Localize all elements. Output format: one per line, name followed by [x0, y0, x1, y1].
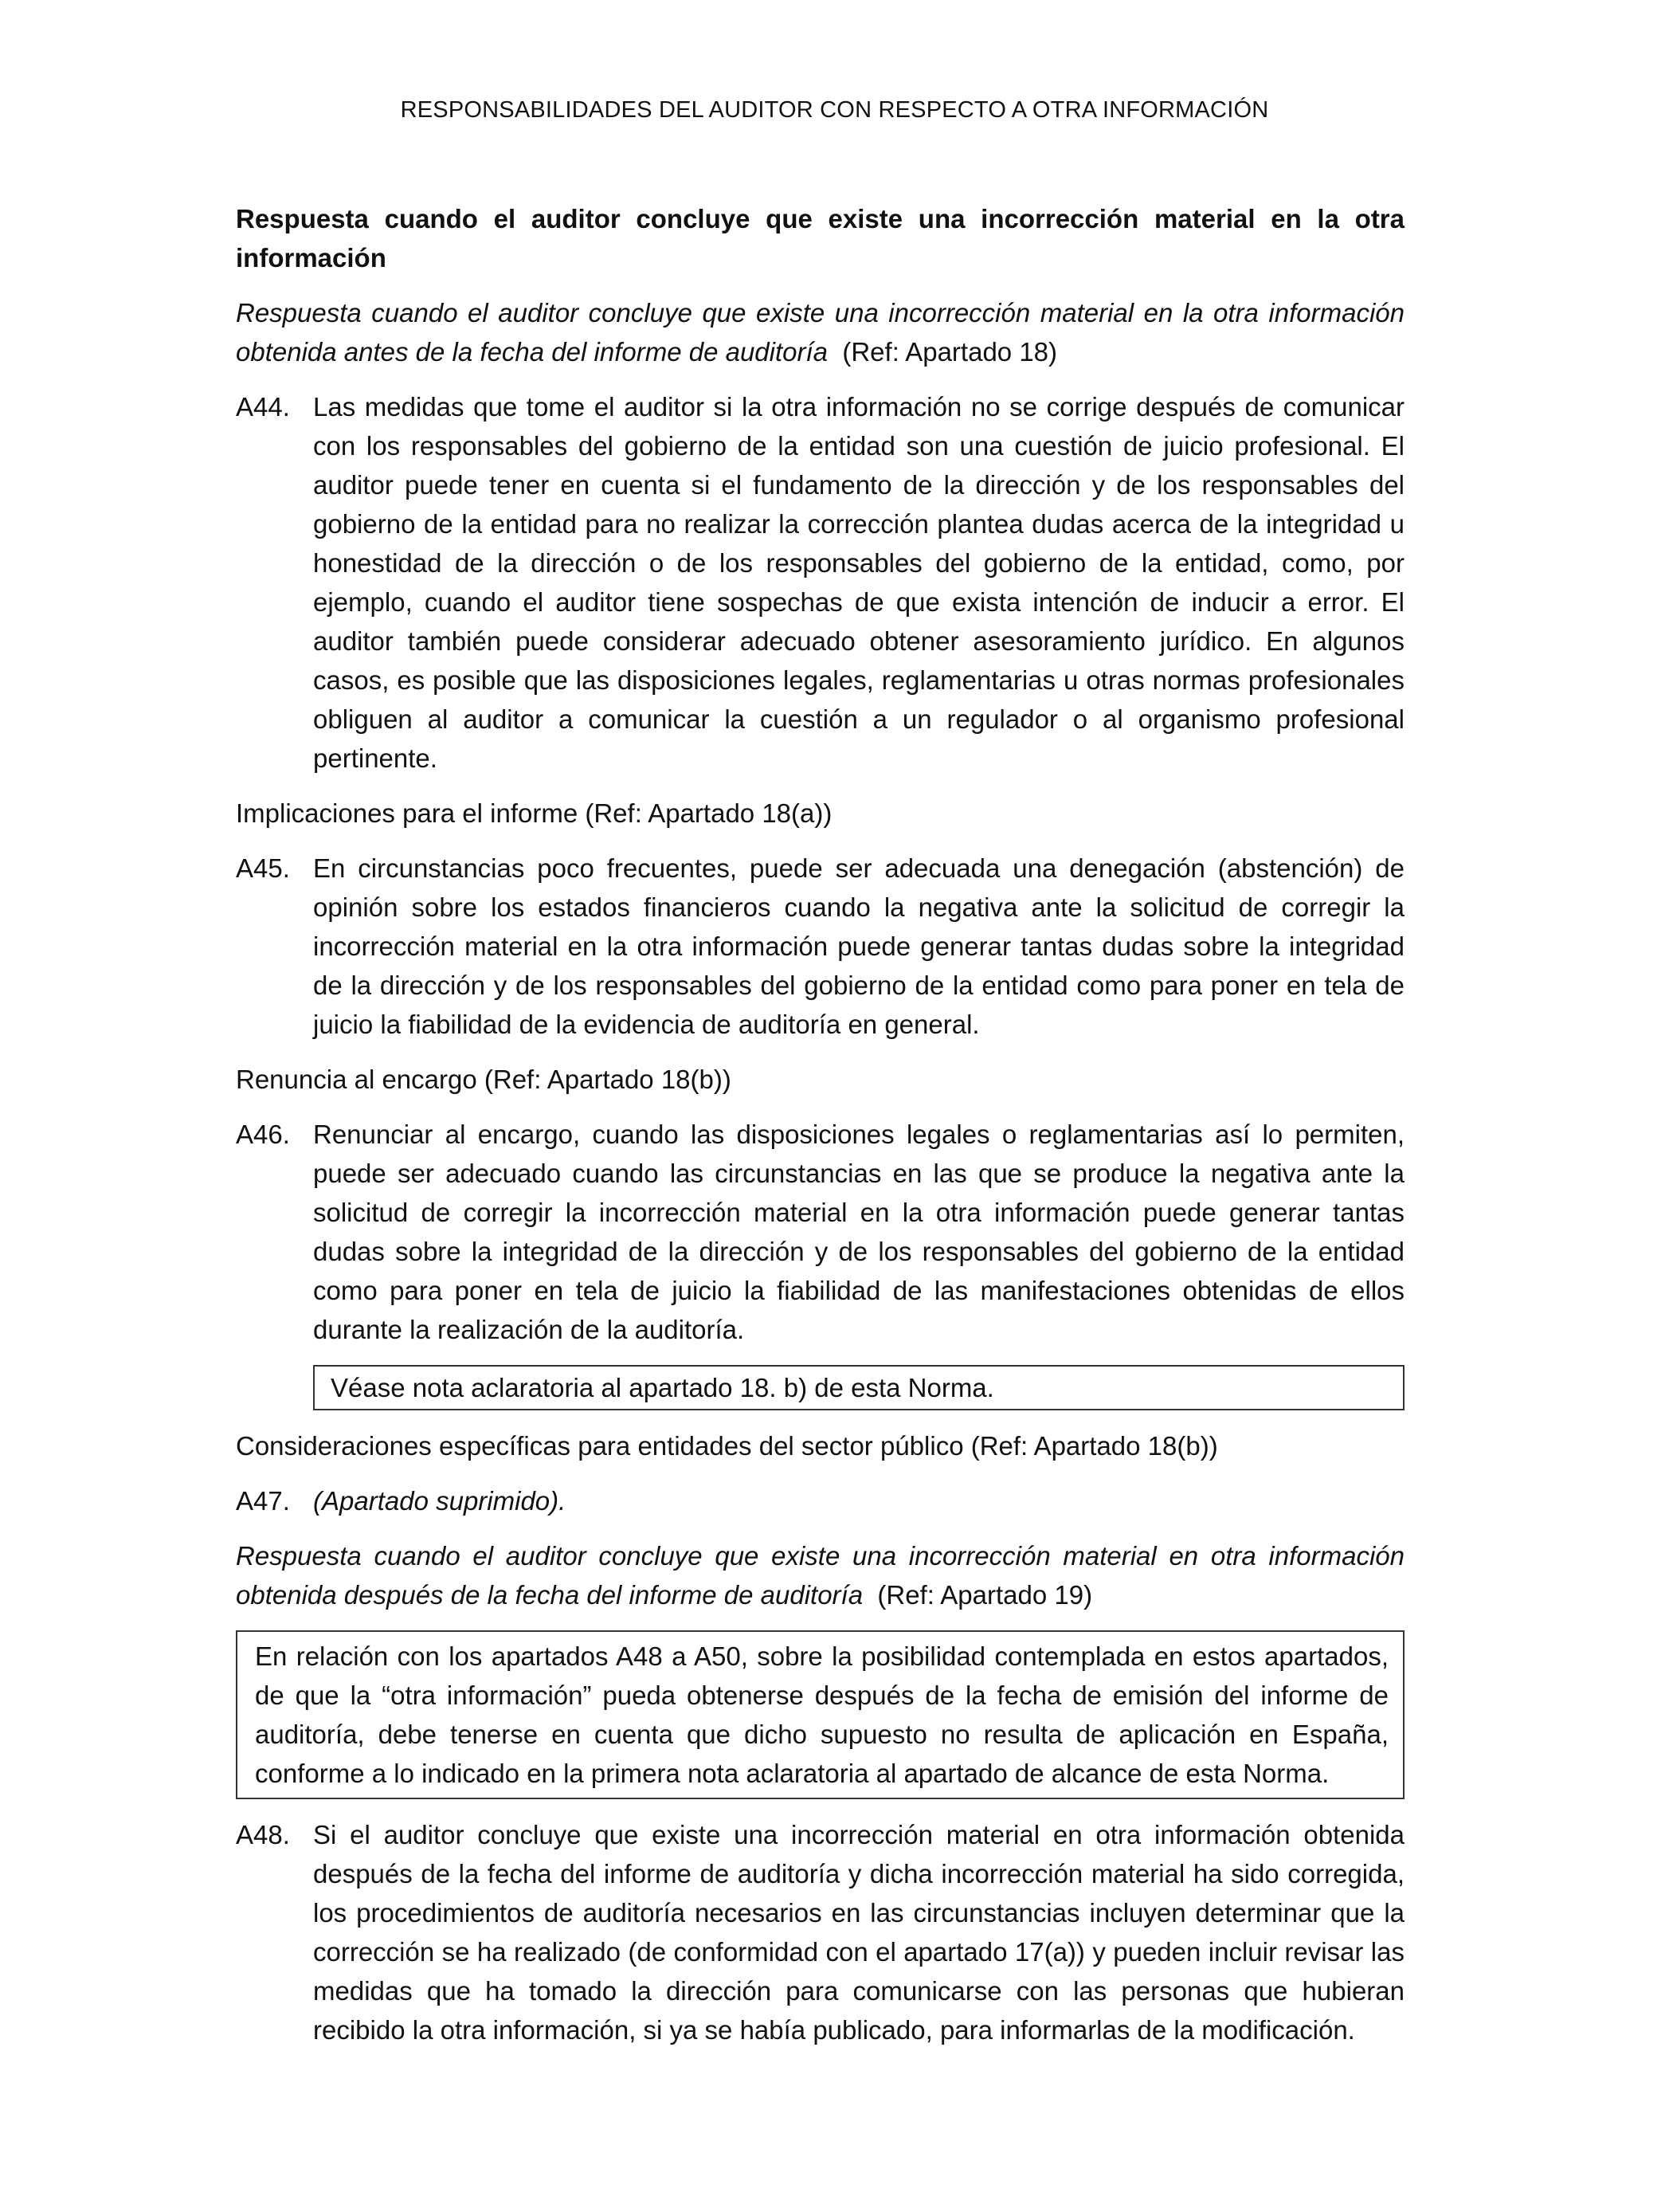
paragraph-number: A45. — [236, 853, 290, 883]
implicaciones-heading: Implicaciones para el informe (Ref: Apartado 18(a)) — [236, 798, 833, 828]
renuncia-heading: Renuncia al encargo (Ref: Apartado 18(b)) — [236, 1065, 731, 1094]
subheading-italic: Respuesta cuando el auditor concluye que existe una incorrección material en otra información obtenida después de la fecha del informe de auditoría — [236, 1541, 1405, 1610]
paragraph-number: A47. — [236, 1486, 290, 1516]
subheading-ref: (Ref: Apartado 18) — [842, 337, 1058, 367]
clarifying-note-box: Véase nota aclaratoria al apartado 18. b) de esta Norma. — [313, 1365, 1405, 1410]
clarifying-note-box-wide: En relación con los apartados A48 a A50, sobre la posibilidad contemplada en estos apartados, de que la “otra información” pueda obtenerse después de la fecha de emisión del informe de auditoría, debe tenerse en cuenta que dicho supuesto no resulta de aplicación en España, conforme a lo indicado en la primera nota aclaratoria al apartado de alcance de esta Norma. — [236, 1630, 1405, 1799]
paragraph-text: Si el auditor concluye que existe una incorrección material en otra información obtenida después de la fecha del informe de auditoría y dicha incorrección material ha sido corregida, los procedimientos de auditoría necesarios en las circunstancias incluyen determinar que la corrección se ha realizado (de conformidad con el apartado 17(a)) y pueden incluir revisar las medidas que ha tomado la dirección para comunicarse con las personas que hubieran recibido la otra información, si ya se había publicado, para informarlas de la modificación. — [313, 1820, 1405, 2045]
paragraph-a48 — [236, 1815, 1405, 2049]
sector-publico-heading: Consideraciones específicas para entidades del sector público (Ref: Apartado 18(b)) — [236, 1431, 1218, 1461]
paragraph-number: A48. — [236, 1820, 290, 1849]
page-header: RESPONSABILIDADES DEL AUDITOR CON RESPECTO A OTRA INFORMACIÓN — [400, 97, 1269, 123]
paragraph-text: Renunciar al encargo, cuando las disposiciones legales o reglamentarias así lo permiten, puede ser adecuado cuando las circunstancias en las que se produce la negativa ante la solicitud de corregir la incorrección material en la otra información puede generar tantas dudas sobre la integridad de la dirección y de los responsables del gobierno de la entidad como para poner en tela de juicio la fiabilidad de las manifestaciones obtenidas de ellos durante la realización de la auditoría. — [313, 1120, 1405, 1344]
paragraph-a46 — [236, 1115, 1405, 1349]
section-heading: Respuesta cuando el auditor concluye que existe una incorrección material en la otra información — [236, 204, 1405, 273]
paragraph-text: (Apartado suprimido). — [313, 1486, 566, 1516]
document-body — [236, 199, 1405, 2065]
paragraph-number: A46. — [236, 1120, 290, 1149]
paragraph-text: En circunstancias poco frecuentes, puede ser adecuada una denegación (abstención) de opinión sobre los estados financieros cuando la negativa ante la solicitud de corregir la incorrección material en la otra información puede generar tantas dudas sobre la integridad de la dirección y de los responsables del gobierno de la entidad como para poner en tela de juicio la fiabilidad de la evidencia de auditoría en general. — [313, 853, 1405, 1039]
paragraph-text: Las medidas que tome el auditor si la otra información no se corrige después de comunicar con los responsables del gobierno de la entidad son una cuestión de juicio profesional. El auditor puede tener en cuenta si el fundamento de la dirección y de los responsables del gobierno de la entidad para no realizar la corrección plantea dudas acerca de la integridad u honestidad de la dirección o de los responsables del gobierno de la entidad, como, por ejemplo, cuando el auditor tiene sospechas de que exista intención de inducir a error. El auditor también puede considerar adecuado obtener asesoramiento jurídico. En algunos casos, es posible que las disposiciones legales, reglamentarias u otras normas profesionales obliguen al auditor a comunicar la cuestión a un regulador o al organismo profesional pertinente. — [313, 392, 1405, 773]
paragraph-a45 — [236, 849, 1405, 1044]
section2-subheading — [236, 1536, 1405, 1614]
paragraph-a44 — [236, 387, 1405, 778]
subheading-italic: Respuesta cuando el auditor concluye que existe una incorrección material en la otra información obtenida antes de la fecha del informe de auditoría — [236, 298, 1405, 367]
paragraph-number: A44. — [236, 392, 290, 422]
paragraph-a47 — [236, 1481, 1405, 1520]
subheading-ref: (Ref: Apartado 19) — [877, 1580, 1093, 1610]
section-subheading — [236, 293, 1405, 371]
